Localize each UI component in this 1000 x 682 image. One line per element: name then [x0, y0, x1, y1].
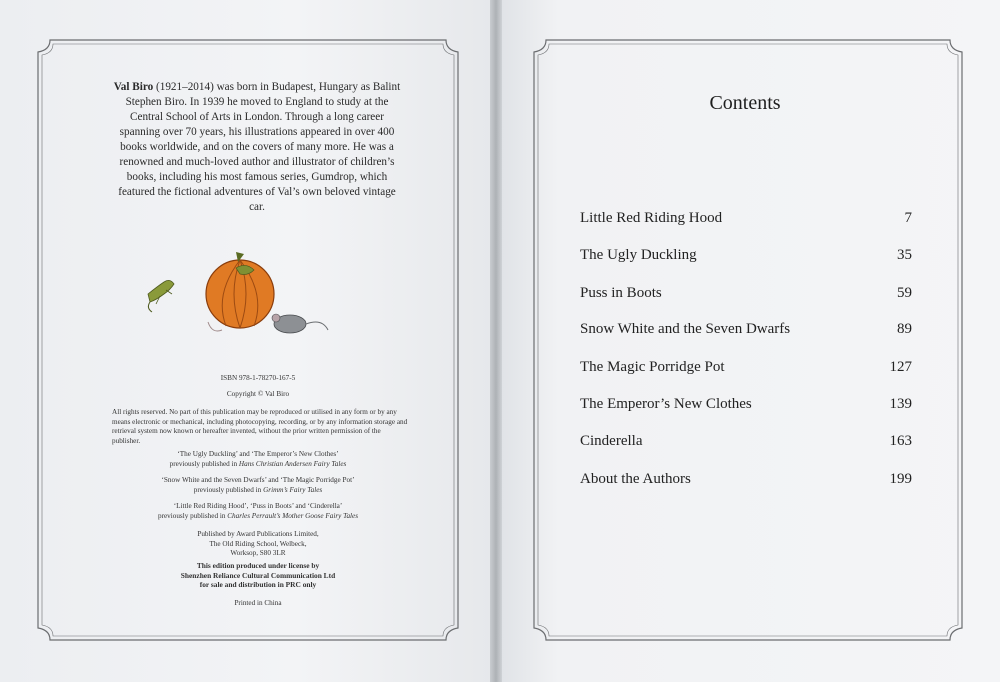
toc-entry-page: 7	[904, 210, 912, 226]
toc-entry-title: The Emperor’s New Clothes	[580, 396, 752, 412]
copyright-line: Copyright © Val Biro	[226, 390, 290, 398]
toc-entry-page: 139	[889, 396, 912, 412]
toc-entry-title: The Ugly Duckling	[580, 247, 697, 263]
toc-entry	[580, 321, 912, 343]
isbn: ISBN 978-1-78270-167-5	[220, 374, 296, 382]
rights-statement: All rights reserved. No part of this publication may be reproduced or utilised in any form or by any means electronic or mechanical, including photocopying, recording, or by any information storage and retrieval system now known or hereafter invented, without the prior written permission of the publisher.	[112, 408, 408, 445]
printed-in: Printed in China	[234, 599, 282, 607]
toc-entry-title: Cinderella	[580, 433, 643, 449]
author-bio	[112, 80, 402, 215]
publication-credit: ‘The Ugly Duckling’ and ‘The Emperor’s New Clothes’ previously published in Hans Christian Andersen Fairy Tales	[169, 450, 347, 468]
lizard-left-icon	[148, 280, 174, 312]
toc-entry-title: Little Red Riding Hood	[580, 210, 723, 226]
toc-entry	[580, 285, 912, 307]
mouse-icon	[272, 314, 328, 333]
toc-entry-page: 59	[897, 285, 912, 301]
publisher-info: Published by Award Publications Limited, The Old Riding School, Welbeck, Worksop, S80 3LR	[197, 530, 319, 557]
toc-entry	[580, 471, 912, 493]
toc-entry	[580, 433, 912, 455]
toc-entry-title: About the Authors	[580, 471, 691, 487]
contents-title: Contents	[709, 92, 781, 114]
toc-entry	[580, 359, 912, 381]
toc-entry-page: 163	[889, 433, 912, 449]
publication-credit: ‘Little Red Riding Hood’, ‘Puss in Boots’ and ‘Cinderella’ previously published in Charles Perrault’s Mother Goose Fairy Tales	[157, 502, 359, 520]
toc-entry-page: 199	[889, 471, 912, 487]
toc-entry	[580, 210, 912, 232]
toc-entry-title: The Magic Porridge Pot	[580, 359, 725, 375]
toc-entry-title: Puss in Boots	[580, 285, 662, 301]
toc-entry	[580, 396, 912, 418]
toc-entry-page: 35	[897, 247, 912, 263]
author-name: Val Biro	[113, 81, 154, 93]
toc-entry-page: 89	[897, 321, 912, 337]
toc-entry-page: 127	[889, 359, 912, 375]
toc-entry-title: Snow White and the Seven Dwarfs	[580, 321, 791, 337]
pumpkin-icon	[206, 252, 274, 331]
author-bio-text: (1921–2014) was born in Budapest, Hungary as Balint Stephen Biro. In 1939 he moved to England to study at the Central School of Arts in London. Through a long career spanning over 70 years, his illustrations appeared in over 400 books worldwide, and on the covers of many more. He was a renowned and much-loved author and illustrator of children’s books, including his most famous series, Gumdrop, which featured the fictional adventures of Val’s own beloved vintage car.	[118, 81, 401, 213]
publication-credit: ‘Snow White and the Seven Dwarfs’ and ‘The Magic Porridge Pot’ previously published in Grimm’s Fairy Tales	[161, 476, 355, 494]
toc-entry	[580, 247, 912, 269]
pumpkin-illustration	[140, 250, 340, 350]
license-notice: This edition produced under license by Shenzhen Reliance Cultural Communication Ltd for sale and distribution in PRC only	[180, 561, 336, 589]
